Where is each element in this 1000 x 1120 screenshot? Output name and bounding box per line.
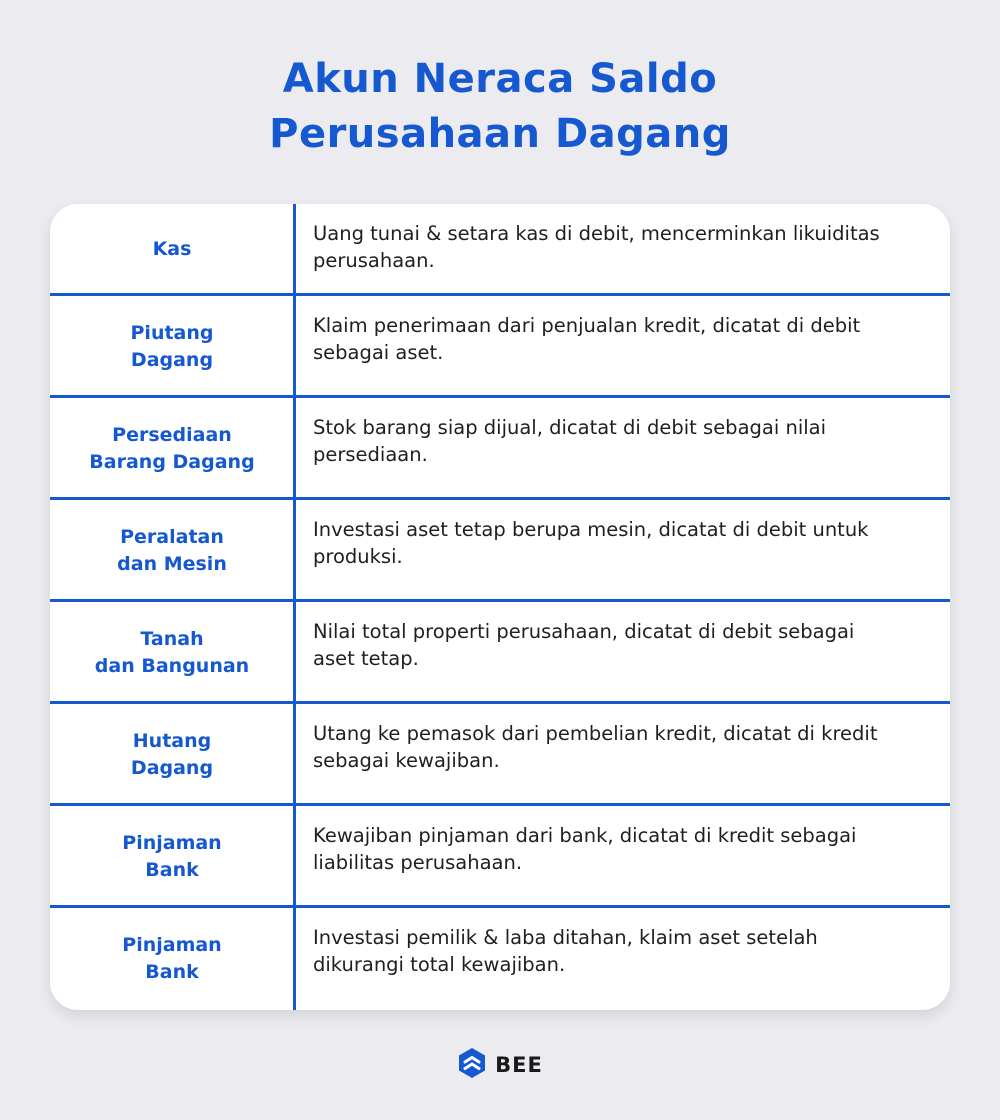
account-name-line1: Peralatan	[120, 526, 224, 548]
account-name-line2: Barang Dagang	[89, 451, 255, 473]
row-divider	[50, 293, 950, 296]
account-name	[50, 296, 294, 398]
account-name-line2: Bank	[145, 859, 199, 881]
accounts-table-card	[50, 204, 950, 1010]
account-name	[50, 806, 294, 908]
table-row	[50, 204, 950, 294]
table-row	[50, 704, 950, 806]
account-description-text: Nilai total properti perusahaan, dicatat di debit sebagai aset tetap.	[313, 620, 855, 670]
row-divider	[50, 803, 950, 806]
row-divider	[50, 599, 950, 602]
table-row	[50, 500, 950, 602]
account-name	[50, 602, 294, 704]
row-divider	[50, 497, 950, 500]
table-row	[50, 908, 950, 1010]
account-description-text: Utang ke pemasok dari pembelian kredit, dicatat di kredit sebagai kewajiban.	[313, 722, 878, 772]
account-name	[50, 704, 294, 806]
account-name-line1: Kas	[152, 237, 192, 260]
row-divider	[50, 905, 950, 908]
account-name-line1: Piutang	[130, 322, 214, 344]
brand-name: BEE	[495, 1053, 543, 1077]
table-row	[50, 398, 950, 500]
account-description-text: Investasi aset tetap berupa mesin, dicatat di debit untuk produksi.	[313, 518, 869, 568]
account-name-line1: Pinjaman	[122, 832, 222, 854]
table-row	[50, 602, 950, 704]
account-description	[294, 398, 950, 500]
title-line-1: Akun Neraca Saldo	[282, 56, 718, 102]
account-description-text: Kewajiban pinjaman dari bank, dicatat di kredit sebagai liabilitas perusahaan.	[313, 824, 857, 874]
title-line-2: Perusahaan Dagang	[269, 111, 731, 157]
account-description	[294, 806, 950, 908]
account-name-line2: dan Mesin	[117, 553, 227, 575]
account-description-text: Klaim penerimaan dari penjualan kredit, dicatat di debit sebagai aset.	[313, 314, 861, 364]
account-name	[50, 398, 294, 500]
table-row	[50, 806, 950, 908]
account-description-text: Stok barang siap dijual, dicatat di debit sebagai nilai persediaan.	[313, 416, 827, 466]
account-name	[50, 500, 294, 602]
account-name	[50, 204, 294, 294]
column-divider	[293, 204, 296, 1010]
account-description-text: Uang tunai & setara kas di debit, mencerminkan likuiditas perusahaan.	[313, 222, 880, 272]
account-description	[294, 296, 950, 398]
account-description-text: Investasi pemilik & laba ditahan, klaim aset setelah dikurangi total kewajiban.	[313, 926, 818, 976]
bee-logo-icon	[457, 1047, 487, 1083]
table-row	[50, 296, 950, 398]
account-name-line1: Tanah	[140, 628, 204, 650]
account-description	[294, 500, 950, 602]
account-name-line2: Bank	[145, 961, 199, 983]
account-name-line2: Dagang	[130, 757, 214, 779]
account-description	[294, 602, 950, 704]
account-name	[50, 908, 294, 1010]
account-name-line2: Dagang	[130, 349, 214, 371]
row-divider	[50, 395, 950, 398]
account-description	[294, 908, 950, 1010]
account-description	[294, 204, 950, 294]
account-name-line1: Hutang	[132, 730, 212, 752]
page-title	[0, 52, 1000, 162]
row-divider	[50, 701, 950, 704]
account-name-line1: Persediaan	[112, 424, 232, 446]
account-name-line2: dan Bangunan	[94, 655, 250, 677]
account-description	[294, 704, 950, 806]
brand-footer	[0, 1047, 1000, 1083]
account-name-line1: Pinjaman	[122, 934, 222, 956]
